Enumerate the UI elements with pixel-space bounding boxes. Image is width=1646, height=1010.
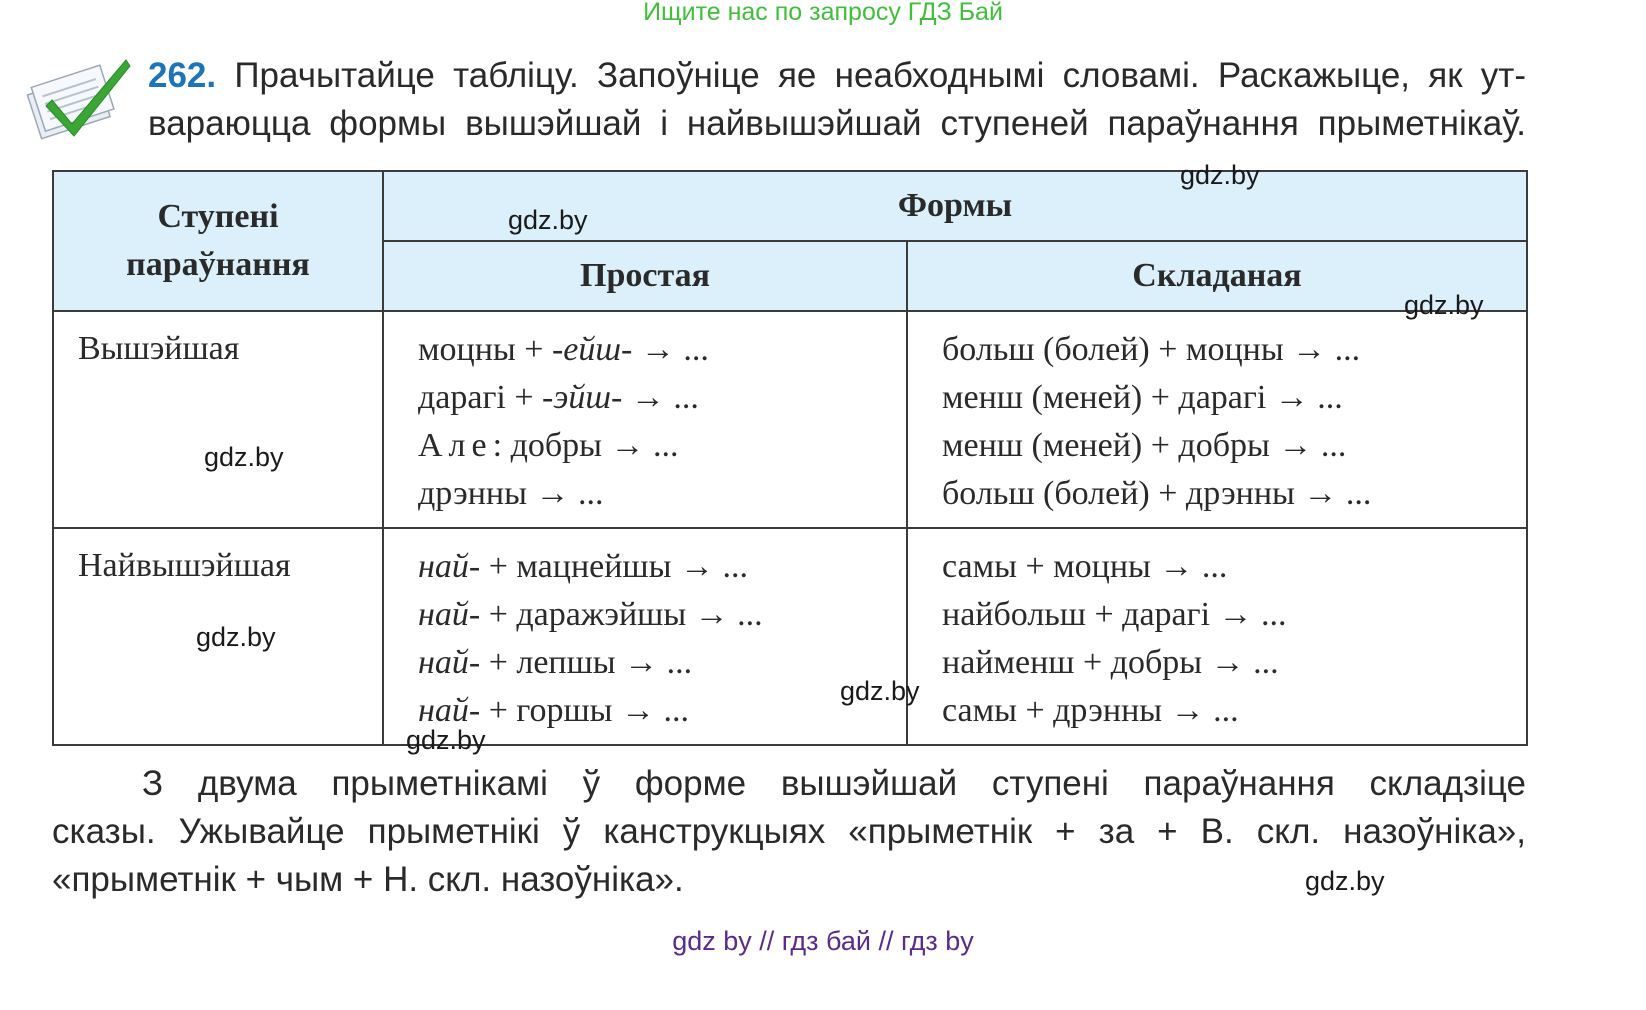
watermark: gdz.by bbox=[1305, 866, 1385, 896]
simple-forms-cell bbox=[383, 311, 907, 528]
watermark: gdz.by bbox=[840, 676, 920, 706]
watermark: gdz.by bbox=[406, 725, 486, 755]
footer-watermark: gdz by // гдз бай // гдз by bbox=[672, 926, 974, 956]
compound-forms-cell bbox=[907, 311, 1527, 528]
form-line: найменш + добры → ... bbox=[942, 644, 1279, 681]
exercise-number: 262. bbox=[148, 56, 217, 95]
header-compound: Складаная bbox=[907, 241, 1527, 311]
watermark: gdz.by bbox=[204, 442, 284, 472]
checkmark-icon bbox=[22, 52, 132, 140]
header-degrees-line-1: Ступені bbox=[157, 198, 279, 235]
header-forms: Формы bbox=[383, 171, 1527, 241]
header-simple: Простая bbox=[383, 241, 907, 311]
form-line: больш (болей) + дрэнны → ... bbox=[942, 475, 1372, 512]
task-line-2: сказы. Ужывайце прыметнікі ў канструкцыях «прыметнік + за + В. скл. назоўніка», bbox=[52, 812, 1526, 851]
form-line: менш (меней) + добры → ... bbox=[942, 427, 1347, 464]
form-line: найбольш + дарагі → ... bbox=[942, 596, 1287, 633]
header-degrees-line-2: параўнання bbox=[126, 246, 310, 283]
form-line: Але: добры → ... bbox=[418, 427, 679, 464]
form-line: най- + даражэйшы → ... bbox=[418, 596, 763, 633]
compound-forms-cell bbox=[907, 528, 1527, 745]
form-line: най- + лепшы → ... bbox=[418, 644, 693, 681]
form-line: най- + горшы → ... bbox=[418, 692, 690, 729]
degree-cell: Найвышэйшая bbox=[53, 528, 383, 745]
form-line: самы + дрэнны → ... bbox=[942, 692, 1239, 729]
task-line-1: З двума прыметнікамі ў форме вышэйшай ступені параўнання складзіце bbox=[142, 764, 1526, 803]
form-line: дарагі + -эйш- → ... bbox=[418, 379, 699, 416]
form-line: дрэнны → ... bbox=[418, 475, 604, 512]
watermark: gdz.by bbox=[196, 622, 276, 652]
watermark: gdz.by bbox=[508, 205, 588, 235]
simple-forms-cell bbox=[383, 528, 907, 745]
form-line: моцны + -ейш- → ... bbox=[418, 331, 709, 368]
degree-cell: Вышэйшая bbox=[53, 311, 383, 528]
form-line: менш (меней) + дарагі → ... bbox=[942, 379, 1343, 416]
exercise-text-1: Прачытайце табліцу. Запоўніце яе неабходнымі словамі. Раскажыце, як ут- bbox=[216, 56, 1526, 95]
top-banner: Ищите нас по запросу ГДЗ Бай bbox=[643, 0, 1003, 26]
form-line: най- + мацнейшы → ... bbox=[418, 548, 748, 585]
form-line: самы + моцны → ... bbox=[942, 548, 1228, 585]
exercise-line-1 bbox=[148, 52, 1526, 100]
watermark: gdz.by bbox=[1180, 160, 1260, 190]
task-line-3: «прыметнік + чым + Н. скл. назоўніка». bbox=[52, 860, 684, 899]
header-degrees bbox=[53, 171, 383, 311]
form-line: больш (болей) + моцны → ... bbox=[942, 331, 1361, 368]
exercise-line-2: вараюцца формы вышэйшай і найвышэйшай ступеней параўнання прыметнікаў. bbox=[148, 104, 1526, 143]
table-row bbox=[53, 311, 1527, 528]
watermark: gdz.by bbox=[1404, 290, 1484, 320]
